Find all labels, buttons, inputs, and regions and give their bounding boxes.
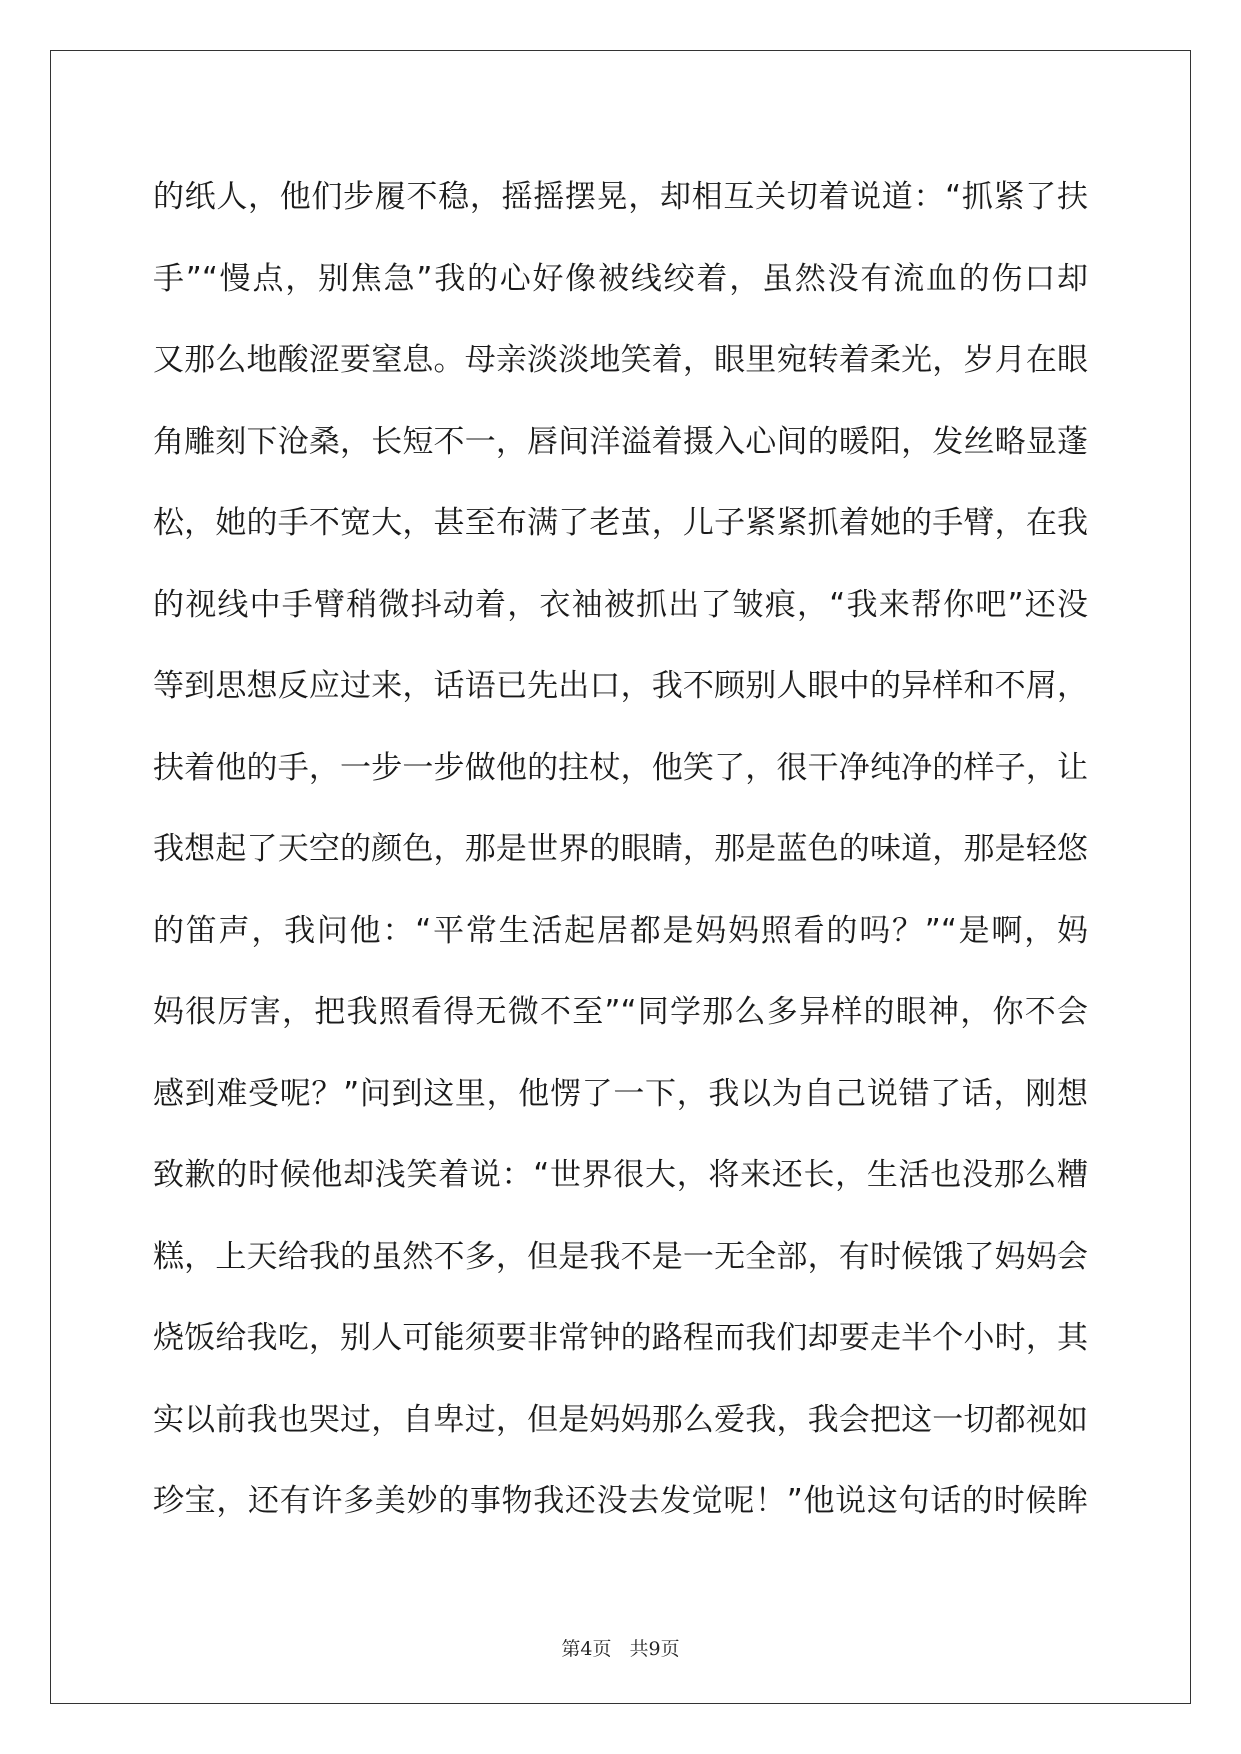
text-line-7: 等到思想反应过来，话语已先出口，我不顾别人眼中的异样和不屑， bbox=[153, 668, 1088, 704]
text-line-13: 致歉的时候他却浅笑着说：“世界很大，将来还长，生活也没那么糟 bbox=[153, 1157, 1088, 1193]
page-footer bbox=[0, 1634, 1241, 1661]
text-line-8: 扶着他的手，一步一步做他的拄杖，他笑了，很干净纯净的样子，让 bbox=[153, 749, 1088, 786]
text-line-6: 的视线中手臂稍微抖动着，衣袖被抓出了皱痕，“我来帮你吧”还没 bbox=[153, 586, 1088, 623]
page-total: 共9页 bbox=[629, 1638, 680, 1660]
text-line-2: 手”“慢点，别焦急”我的心好像被线绞着，虽然没有流血的伤口却 bbox=[153, 260, 1088, 297]
text-line-4: 角雕刻下沧桑，长短不一，唇间洋溢着摄入心间的暖阳，发丝略显蓬 bbox=[153, 423, 1088, 460]
text-line-1: 的纸人，他们步履不稳，摇摇摆晃，却相互关切着说道：“抓紧了扶 bbox=[153, 179, 1088, 215]
text-line-10: 的笛声，我问他：“平常生活起居都是妈妈照看的吗？”“是啊，妈 bbox=[153, 912, 1088, 949]
text-line-11: 妈很厉害，把我照看得无微不至”“同学那么多异样的眼神，你不会 bbox=[153, 994, 1088, 1030]
text-line-17: 珍宝，还有许多美妙的事物我还没去发觉呢！”他说这句话的时候眸 bbox=[153, 1483, 1088, 1519]
text-line-3: 又那么地酸涩要窒息。母亲淡淡地笑着，眼里宛转着柔光，岁月在眼 bbox=[153, 342, 1088, 378]
text-line-14: 糕，上天给我的虽然不多，但是我不是一无全部，有时候饿了妈妈会 bbox=[153, 1238, 1088, 1275]
body-text bbox=[153, 157, 1088, 1543]
text-line-12: 感到难受呢？”问到这里，他愣了一下，我以为自己说错了话，刚想 bbox=[153, 1075, 1088, 1112]
text-line-16: 实以前我也哭过，自卑过，但是妈妈那么爱我，我会把这一切都视如 bbox=[153, 1401, 1088, 1438]
page-number: 第4页 bbox=[561, 1638, 612, 1660]
text-line-15: 烧饭给我吃，别人可能须要非常钟的路程而我们却要走半个小时，其 bbox=[153, 1320, 1088, 1356]
text-line-5: 松，她的手不宽大，甚至布满了老茧，儿子紧紧抓着她的手臂，在我 bbox=[153, 505, 1088, 541]
text-line-9: 我想起了天空的颜色，那是世界的眼睛，那是蓝色的味道，那是轻悠 bbox=[153, 831, 1088, 867]
